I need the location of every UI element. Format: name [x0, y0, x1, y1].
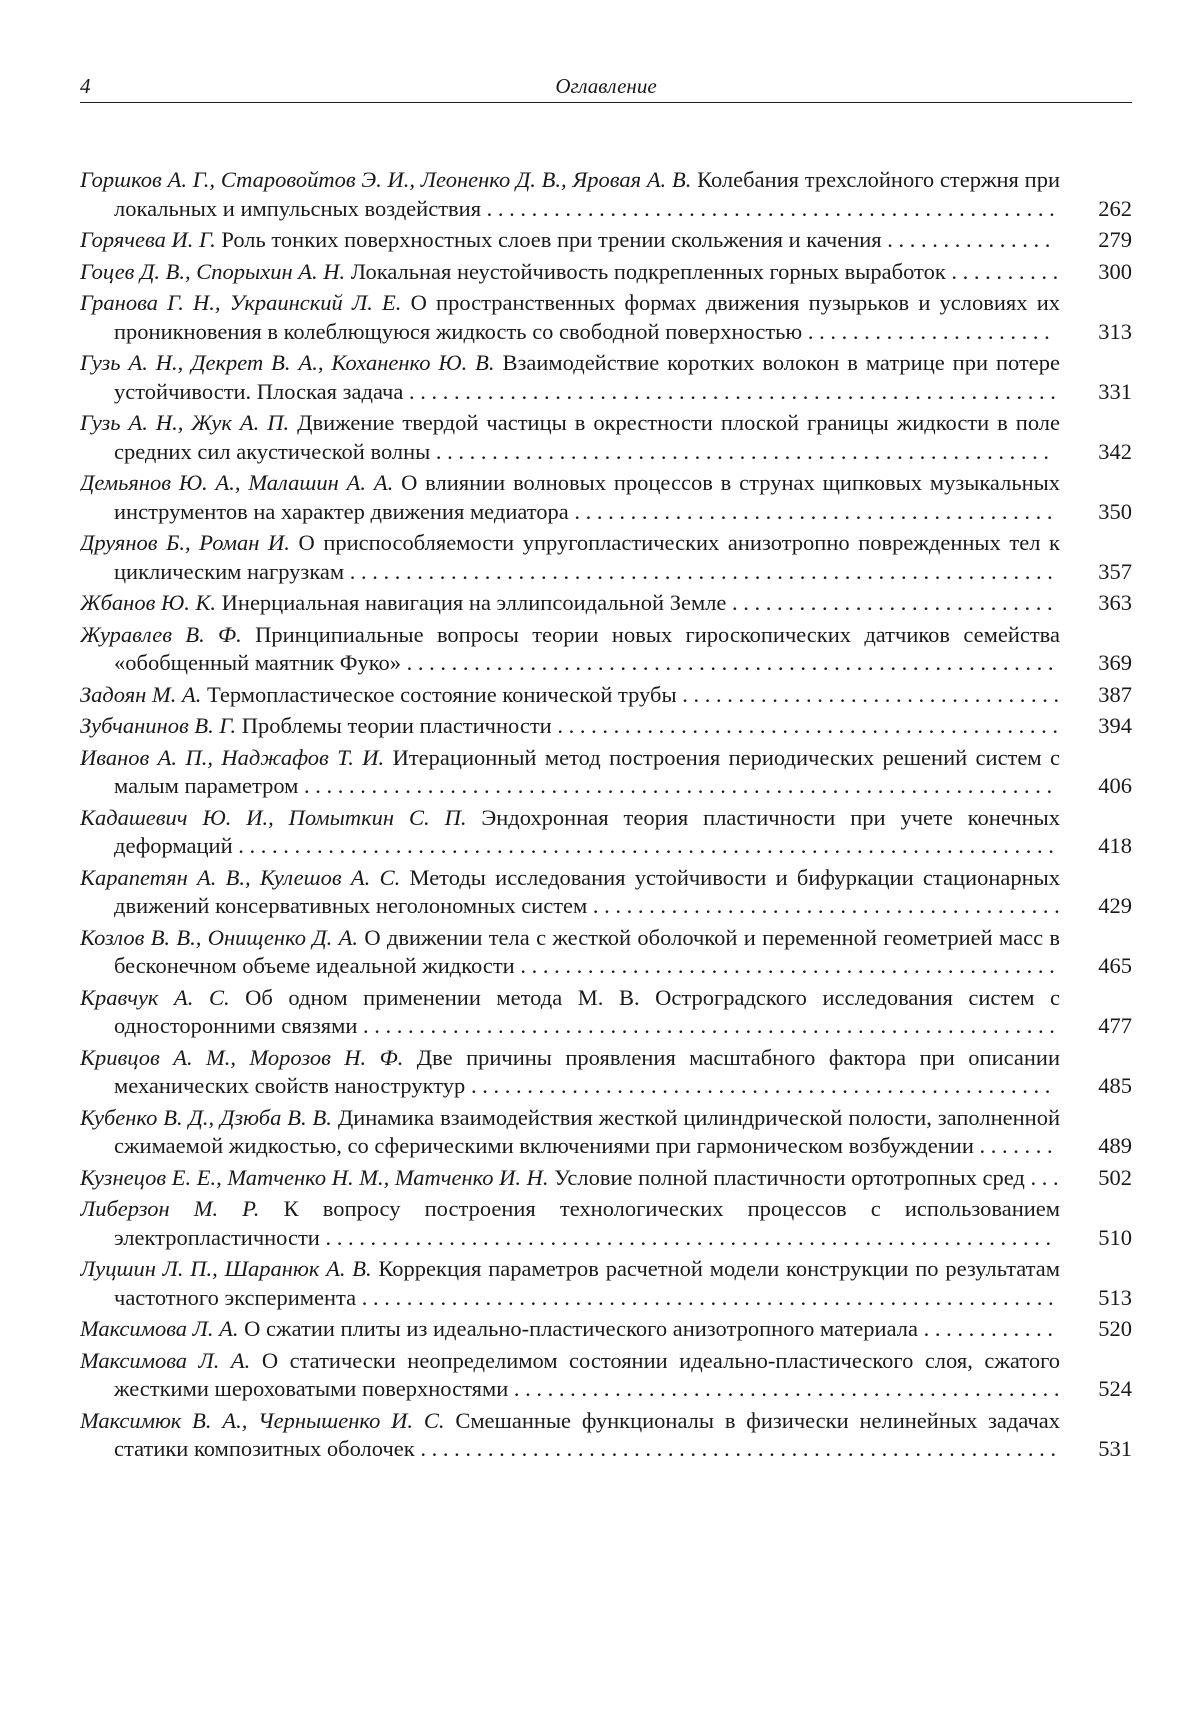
toc-entry-authors: Гузь А. Н., Декрет В. А., Коханенко Ю. В. [80, 350, 495, 375]
toc-entry[interactable] [80, 349, 1132, 406]
toc-entry-authors: Козлов В. В., Онищенко Д. А. [80, 924, 358, 950]
dot-leader: . . . . . . . . . . . . . . . . . . . . . . . . . . . . . . . . . . . . . . . . . . . . . . . . . . . . [465, 1073, 1051, 1098]
toc-entry-title: Инерциальная навигация на эллипсоидальной Земле [221, 590, 727, 615]
toc-entry-title: К вопросу построения технологических процессов с использованием электропластичности [114, 1196, 1060, 1250]
toc-entry[interactable] [80, 1195, 1132, 1252]
toc-entry[interactable] [80, 924, 1132, 981]
toc-entry-authors: Максимюк В. А., Чернышенко И. С. [80, 1407, 445, 1433]
dot-leader: . . . . . . . . . . . . . . . . . . . . . . [802, 318, 1050, 344]
toc-entry-page: 485 [1098, 1073, 1132, 1098]
toc-entry-text [80, 226, 1060, 255]
toc-entry-text [80, 1104, 1060, 1161]
toc-entry-title: О приспособляемости упругопластических анизотропно поврежденных тел к циклическим нагрузкам [114, 530, 1060, 584]
toc-entry-page: 300 [1098, 258, 1132, 284]
toc-entry-title: Принципиальные вопросы теории новых гироскопических датчиков семейства «обобщенный маятник Фуко» [114, 621, 1060, 675]
toc-entry-page: 406 [1098, 773, 1132, 798]
toc-entry-authors: Максимова Л. А. [80, 1347, 251, 1373]
toc-entry-text [80, 1255, 1060, 1312]
dot-leader: . . . . . . . . . . . . . . . . . . . . . . . . . . . . . . . . . . . . . . . . . . . . . . . . . . . . . . . [430, 438, 1050, 464]
toc-entry-title: Взаимодействие коротких волокон в матрице при потере устойчивости. Плоская задача [114, 350, 1060, 404]
toc-entry-title: О движении тела с жесткой оболочкой и переменной геометрией масс в бесконечном объеме идеальной жидкости [114, 924, 1060, 978]
toc-entry-page: 331 [1098, 378, 1132, 404]
toc-entry-page: 524 [1098, 1376, 1132, 1401]
dot-leader: . . . . . . . . . . . . . . . . . . . . . . . . . . . . . . . . . . . . . . . . . . . [568, 498, 1053, 524]
dot-leader: . . . . . . . [973, 1133, 1053, 1158]
toc-entry-title: Колебания трехслойного стержня при локальных и импульсных воздействия [114, 167, 1060, 221]
dot-leader: . . . . . . . . . . . . . . . . . . . . . . . . . . . . . . . . . . . . . . . . . . . . . . . . . . . . . . . . . . [401, 650, 1054, 675]
toc-entry-page: 313 [1098, 318, 1132, 344]
toc-entry-page: 357 [1098, 558, 1132, 584]
toc-entry[interactable] [80, 589, 1132, 618]
toc-entry-text [80, 1407, 1060, 1464]
toc-entry[interactable] [80, 744, 1132, 801]
toc-entry-text [80, 258, 1060, 287]
toc-entry-page: 369 [1098, 650, 1132, 675]
toc-entry-text [80, 712, 1060, 741]
toc-entry-page: 394 [1098, 713, 1132, 738]
toc-entry-title: Эндохронная теория пластичности при учете конечных деформаций [114, 804, 1060, 858]
toc-entry[interactable] [80, 409, 1132, 466]
toc-entry-text [80, 289, 1060, 346]
toc-entry-text [80, 681, 1060, 710]
toc-entry-authors: Жбанов Ю. К. [80, 590, 217, 615]
toc-entry-text [80, 529, 1060, 586]
toc-entry[interactable] [80, 1315, 1132, 1344]
running-title: Оглавление [555, 74, 657, 98]
toc-entry[interactable] [80, 1347, 1132, 1404]
toc-entry-text [80, 1164, 1060, 1193]
dot-leader: . . . . . . . . . . . . . . . . . . . . . . . . . . . . . . . . . . . . . . . . . . . . . . . . . . . . . . . . . . . . . . . . . . . . . . . . . [232, 833, 1054, 858]
toc-entry[interactable] [80, 621, 1132, 678]
toc-entry-page: 477 [1098, 1013, 1132, 1038]
toc-entry-text [80, 804, 1060, 861]
toc-entry-authors: Гоцев Д. В., Спорыхин А. Н. [80, 258, 346, 284]
toc-entry-page: 513 [1098, 1284, 1132, 1310]
toc-entry-title: Проблемы теории пластичности [241, 713, 552, 738]
toc-entry-page: 350 [1098, 498, 1132, 524]
dot-leader: . . . . . . . . . . [945, 258, 1059, 284]
page-header [80, 70, 1132, 103]
toc-entry-authors: Гранова Г. Н., Украинский Л. Е. [80, 290, 402, 315]
toc-entry-title: Локальная неустойчивость подкрепленных горных выработок [350, 258, 946, 284]
dot-leader: . . . . . . . . . . . . . . . [881, 227, 1051, 252]
dot-leader: . . . . . . . . . . . . . . . . . . . . . . . . . . . . . [726, 590, 1053, 615]
toc-entry-title: Итерационный метод построения периодических решений систем с малым параметром [114, 744, 1060, 798]
dot-leader: . . . . . . . . . . . . . . . . . . . . . . . . . . . . . . . . . . . . . . . . . . . . . . . . . . . [481, 195, 1055, 221]
toc-entry[interactable] [80, 804, 1132, 861]
toc-entry-title: О сжатии плиты из идеально-пластического анизотропного материала [244, 1316, 918, 1341]
dot-leader: . . . . . . . . . . . . . . . . . . . . . . . . . . . . . . . . . . . . . . . . . . . . . . . . . . . . . . . . . . . . . . [357, 1013, 1055, 1038]
toc-entry[interactable] [80, 681, 1132, 710]
dot-leader: . . . . . . . . . . . . [917, 1316, 1053, 1341]
dot-leader: . . . . . . . . . . . . . . . . . . . . . . . . . . . . . . . . . . . . . . . . . . . . . . . . . . . . . . . . . . . . . . . . . [319, 1224, 1052, 1250]
toc-entry-page: 429 [1098, 893, 1132, 918]
dot-leader: . . . [1024, 1164, 1059, 1190]
toc-entry-text [80, 589, 1060, 618]
toc-entry-text [80, 984, 1060, 1041]
toc-entry[interactable] [80, 529, 1132, 586]
toc-entry[interactable] [80, 1164, 1132, 1193]
table-of-contents [80, 166, 1132, 1467]
toc-entry-authors: Кадашевич Ю. И., Помыткин С. П. [80, 804, 467, 830]
toc-entry[interactable] [80, 712, 1132, 741]
toc-entry-authors: Демьянов Ю. А., Малашин А. А. [80, 470, 394, 495]
toc-entry-authors: Луцшин Л. П., Шаранюк А. В. [80, 1256, 372, 1281]
toc-entry-authors: Гузь А. Н., Жук А. П. [80, 410, 290, 435]
toc-entry-title: Методы исследования устойчивости и бифуркации стационарных движений консервативных неголономных систем [114, 864, 1060, 918]
toc-entry-authors: Задоян М. А. [80, 681, 202, 707]
toc-entry-authors: Журавлев В. Ф. [80, 621, 242, 647]
toc-entry-text [80, 924, 1060, 981]
dot-leader: . . . . . . . . . . . . . . . . . . . . . . . . . . . . . . . . . . . . . . . . . . . . . . . . . . . . . . . . . . . . . . [356, 1284, 1054, 1310]
toc-entry-authors: Кузнецов Е. Е., Матченко Н. М., Матченко И. Н. [80, 1164, 549, 1190]
toc-entry[interactable] [80, 1044, 1132, 1101]
toc-entry-page: 465 [1098, 953, 1132, 978]
toc-entry-authors: Зубчанинов В. Г. [80, 713, 237, 738]
toc-entry-authors: Максимова Л. А. [80, 1316, 239, 1341]
dot-leader: . . . . . . . . . . . . . . . . . . . . . . . . . . . . . . . . . . . . . . . . . . . . . . . . . . . . . . . . . . . . . . . . . . . [298, 773, 1053, 798]
toc-entry-title: Две причины проявления масштабного фактора при описании механических свойств наноструктур [114, 1044, 1060, 1098]
dot-leader: . . . . . . . . . . . . . . . . . . . . . . . . . . . . . . . . . . . . . . . . . . . . . [551, 713, 1058, 738]
toc-entry-page: 418 [1098, 833, 1132, 858]
toc-entry-text [80, 409, 1060, 466]
toc-entry-title: О статически неопределимом состоянии идеально-пластического слоя, сжатого жесткими шероховатыми поверхностями [114, 1347, 1060, 1401]
toc-entry-title: О пространственных формах движения пузырьков и условиях их проникновения в колеблющуюся жидкость со свободной поверхностью [114, 290, 1060, 344]
dot-leader: . . . . . . . . . . . . . . . . . . . . . . . . . . . . . . . . . . . . . . . . . . . . . . . . . [508, 1376, 1060, 1401]
dot-leader: . . . . . . . . . . . . . . . . . . . . . . . . . . . . . . . . . . [676, 681, 1060, 707]
toc-entry-page: 502 [1098, 1164, 1132, 1190]
toc-entry-text [80, 744, 1060, 801]
toc-entry-title: Смешанные функционалы в физически нелинейных задачах статики композитных оболочек [114, 1407, 1060, 1461]
toc-entry-text [80, 469, 1060, 526]
dot-leader: . . . . . . . . . . . . . . . . . . . . . . . . . . . . . . . . . . . . . . . . . . . . . . . . . . . . . . . . . . [403, 378, 1056, 404]
toc-entry-page: 489 [1098, 1133, 1132, 1158]
toc-entry[interactable] [80, 226, 1132, 255]
toc-entry-authors: Горячева И. Г. [80, 227, 216, 252]
toc-entry-title: Термопластическое состояние конической трубы [206, 681, 677, 707]
dot-leader: . . . . . . . . . . . . . . . . . . . . . . . . . . . . . . . . . . . . . . . . . . [587, 893, 1060, 918]
toc-entry-authors: Друянов Б., Роман И. [80, 530, 290, 555]
toc-entry-title: О влиянии волновых процессов в струнах щипковых музыкальных инструментов на характер движения медиатора [114, 470, 1060, 524]
toc-entry-authors: Горшков А. Г., Старовойтов Э. И., Леоненко Д. В., Яровая А. В. [80, 167, 692, 192]
toc-entry-authors: Либерзон М. Р. [80, 1196, 260, 1221]
toc-entry-text [80, 1347, 1060, 1404]
toc-entry[interactable] [80, 258, 1132, 287]
toc-entry-text [80, 1044, 1060, 1101]
toc-entry-page: 363 [1098, 590, 1132, 615]
toc-entry-title: Движение твердой частицы в окрестности плоской границы жидкости в поле средних сил акустической волны [114, 410, 1060, 464]
toc-entry[interactable] [80, 469, 1132, 526]
toc-entry-authors: Кривцов А. М., Морозов Н. Ф. [80, 1044, 404, 1070]
toc-entry-text [80, 864, 1060, 921]
toc-entry-text [80, 621, 1060, 678]
toc-entry-page: 342 [1098, 438, 1132, 464]
toc-entry-text [80, 1315, 1060, 1344]
toc-entry-authors: Кравчук А. С. [80, 984, 230, 1010]
toc-entry-page: 387 [1098, 681, 1132, 707]
dot-leader: . . . . . . . . . . . . . . . . . . . . . . . . . . . . . . . . . . . . . . . . . . . . . . . . . . . . . . . . . [414, 1436, 1056, 1461]
toc-entry-page: 279 [1098, 227, 1132, 252]
toc-entry[interactable] [80, 984, 1132, 1041]
toc-entry-page: 510 [1098, 1224, 1132, 1250]
toc-entry-text [80, 166, 1060, 223]
toc-entry-page: 520 [1098, 1316, 1132, 1341]
toc-entry-title: Коррекция параметров расчетной модели конструкции по результатам частотного эксперимента [114, 1256, 1060, 1310]
toc-entry-text [80, 1195, 1060, 1252]
toc-entry[interactable] [80, 166, 1132, 223]
toc-entry-authors: Иванов А. П., Наджафов Т. И. [80, 744, 385, 770]
toc-entry-page: 262 [1098, 195, 1132, 221]
page-number: 4 [80, 74, 91, 98]
toc-entry-title: Об одном применении метода М. В. Остроградского исследования систем с односторонними связями [114, 984, 1060, 1038]
toc-entry-page: 531 [1098, 1436, 1132, 1461]
toc-entry[interactable] [80, 1255, 1132, 1312]
toc-entry-text [80, 349, 1060, 406]
toc-entry-authors: Кубенко В. Д., Дзюба В. В. [80, 1104, 332, 1130]
toc-entry-title: Условие полной пластичности ортотропных сред [554, 1164, 1025, 1190]
toc-entry[interactable] [80, 864, 1132, 921]
toc-entry-title: Роль тонких поверхностных слоев при трении скольжения и качения [221, 227, 882, 252]
toc-entry-authors: Карапетян А. В., Кулешов А. С. [80, 864, 401, 890]
toc-entry[interactable] [80, 1104, 1132, 1161]
toc-entry[interactable] [80, 1407, 1132, 1464]
dot-leader: . . . . . . . . . . . . . . . . . . . . . . . . . . . . . . . . . . . . . . . . . . . . . . . . . . . . . . . . . . . . . . . [344, 558, 1053, 584]
toc-entry[interactable] [80, 289, 1132, 346]
toc-entry-title: Динамика взаимодействия жесткой цилиндрической полости, заполненной сжимаемой жидкостью, со сферическими включениями при гармоническом возбуждении [114, 1104, 1060, 1158]
dot-leader: . . . . . . . . . . . . . . . . . . . . . . . . . . . . . . . . . . . . . . . . . . . . . . . . [514, 953, 1055, 978]
